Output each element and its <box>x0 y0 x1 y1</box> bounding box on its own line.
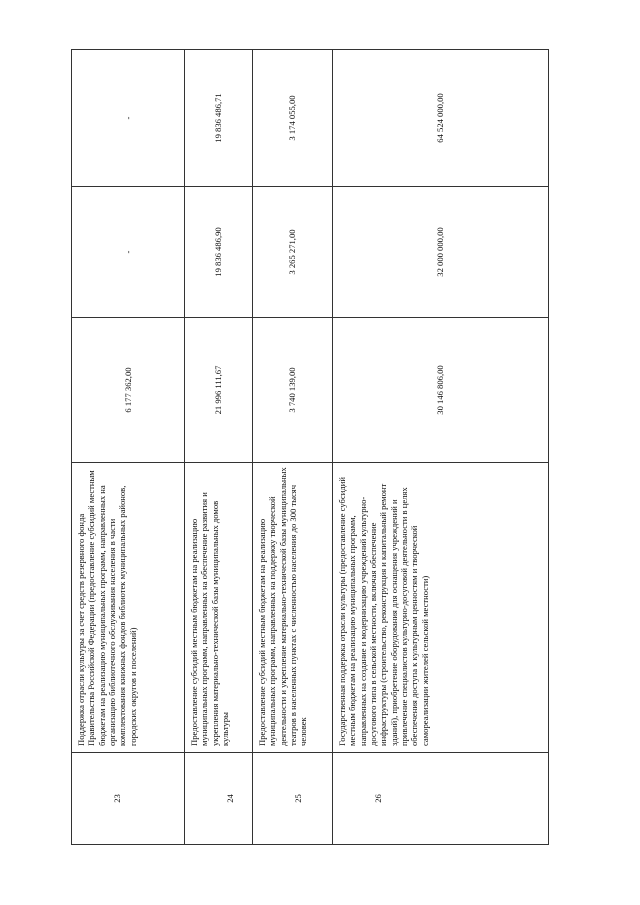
row-value-3: 3 174 055,00 <box>253 50 333 187</box>
row-value-3: 64 524 000,00 <box>333 50 549 187</box>
row-number: 26 <box>333 753 549 845</box>
row-value-3: 19 836 486,71 <box>185 50 253 187</box>
row-number: 25 <box>253 753 333 845</box>
row-value-2: - <box>72 187 185 318</box>
row-value-3: - <box>72 50 185 187</box>
row-description: Предоставление субсидий местным бюджетам на реализацию муниципальных программ, направленных на обеспечение развития и укрепления материально-технической базы муниципальных домов культуры <box>185 463 253 753</box>
table-row <box>253 50 333 845</box>
row-value-1: 30 146 806,00 <box>333 318 549 463</box>
row-description: Государственная поддержка отрасли культуры (предоставление субсидий местным бюджетам на реализацию муниципальных программ, направленных на создание и модернизацию учреждений культурно-досугового типа в сельской местности, включая обеспечение инфраструктуры (строительство, реконструкция и капитальный ремонт зданий), приобретение оборудования для оснащения учреждений и привлечение специалистов культурно-досуговой деятельности в целях обеспечения доступа к культурным ценностям и творческой самореализации жителей сельской местности) <box>333 463 549 753</box>
row-number: 24 <box>185 753 253 845</box>
table-row <box>72 50 185 845</box>
row-value-2: 32 000 000,00 <box>333 187 549 318</box>
row-value-1: 21 996 111,67 <box>185 318 253 463</box>
budget-table <box>71 49 549 845</box>
row-description: Предоставление субсидий местным бюджетам на реализацию муниципальных программ, направленных на поддержку творческой деятельности и укрепление материально-технической базы муниципальных театров в населенных пунктах с численностью населения до 300 тысяч человек <box>253 463 333 753</box>
table-row <box>185 50 253 845</box>
row-value-2: 3 265 271,00 <box>253 187 333 318</box>
rotated-table-container <box>71 50 548 845</box>
row-number: 23 <box>72 753 185 845</box>
row-value-1: 6 177 362,00 <box>72 318 185 463</box>
row-value-2: 19 836 486,90 <box>185 187 253 318</box>
row-description: Поддержка отрасли культуры за счет средств резервного фонда Правительства Российской Федерации (предоставление субсидий местным бюджетам на реализацию муниципальных программ, направленных на организацию библиотечного обслуживания населения в части комплектования книжных фондов библиотек муниципальных районов, городских округов и поселений) <box>72 463 185 753</box>
table-row <box>333 50 549 845</box>
row-value-1: 3 740 139,00 <box>253 318 333 463</box>
